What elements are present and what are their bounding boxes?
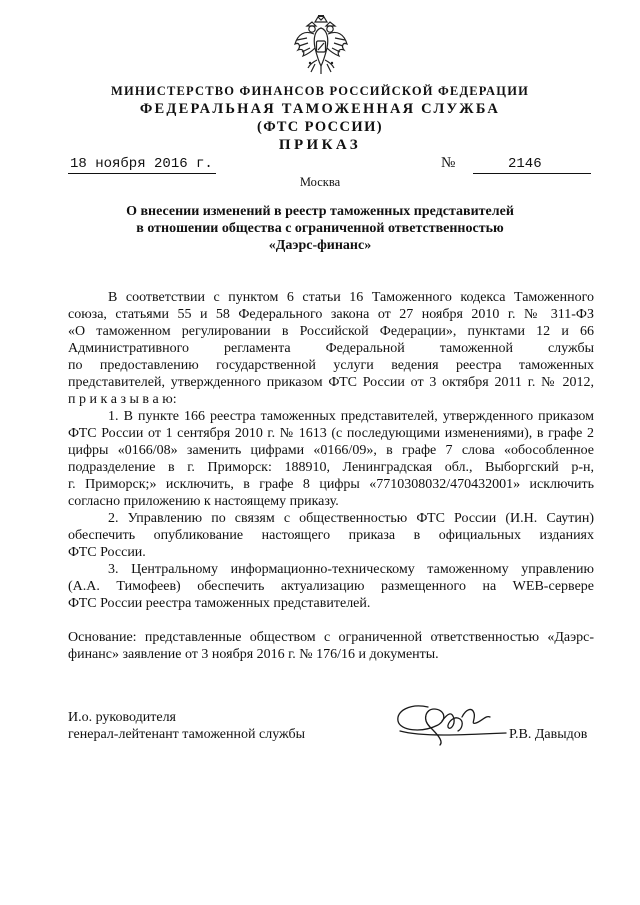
- body-line: г. Приморск;» исключить, в графе 8 цифры «7710308032/470432001» исключить: [68, 477, 594, 492]
- body-line: ФТС России реестра таможенных представителей.: [68, 596, 371, 611]
- ministry-name: МИНИСТЕРСТВО ФИНАНСОВ РОССИЙСКОЙ ФЕДЕРАЦИИ: [110, 84, 530, 98]
- body-line: обеспечить опубликование настоящего приказа в официальных изданиях: [68, 528, 594, 543]
- body-line: ФТС России от 1 сентября 2010 г. № 1613 (с последующими изменениями), в графе 2: [68, 426, 594, 441]
- body-line: 1. В пункте 166 реестра таможенных представителей, утвержденного приказом: [108, 409, 594, 424]
- body-line: «О таможенном регулировании в Российской Федерации», пунктами 12 и 66: [68, 324, 594, 339]
- basis-line: финанс» заявление от 3 ноября 2016 г. № 176/16 и документы.: [68, 647, 439, 662]
- signatory-rank: генерал-лейтенант таможенной службы: [68, 727, 306, 742]
- basis-line: Основание: представленные обществом с ограниченной ответственностью «Даэрс-: [68, 630, 594, 645]
- order-directive: п р и к а з ы в а ю:: [68, 392, 177, 407]
- order-number-label: №: [441, 155, 456, 171]
- body-line: 2. Управлению по связям с общественностью ФТС России (И.Н. Саутин): [108, 511, 594, 526]
- signatory-name: Р.В. Давыдов: [509, 727, 588, 742]
- body-line: Административного регламента Федеральной таможенной службы: [68, 341, 594, 356]
- service-abbreviation: (ФТС РОССИИ): [256, 119, 384, 135]
- number-underline: [473, 173, 591, 174]
- document-title-line: О внесении изменений в реестр таможенных представителей: [126, 204, 514, 219]
- service-name: ФЕДЕРАЛЬНАЯ ТАМОЖЕННАЯ СЛУЖБА: [139, 101, 501, 117]
- body-line: В соответствии с пунктом 6 статьи 16 Таможенного кодекса Таможенного: [108, 290, 594, 305]
- document-type: ПРИКАЗ: [278, 137, 362, 153]
- body-line: по предоставлению государственной услуги ведения реестра таможенных: [68, 358, 594, 373]
- city: Москва: [299, 175, 341, 189]
- body-line: цифры «0166/08» заменить цифрами «0166/09», в графе 7 слова «обособленное: [68, 443, 594, 458]
- body-line: (А.А. Тимофеев) обеспечить актуализацию размещенного на WEB-сервере: [68, 579, 594, 594]
- handwritten-signature-icon: [392, 697, 508, 749]
- body-line: представителей, утвержденного приказом ФТС России от 3 октября 2011 г. № 2012,: [68, 375, 594, 390]
- body-line: ФТС России.: [68, 545, 146, 560]
- signatory-position: И.о. руководителя: [68, 710, 177, 725]
- russian-coat-of-arms-icon: [293, 14, 349, 76]
- body-line: 3. Центральному информационно-техническому таможенному управлению: [108, 562, 594, 577]
- body-line: союза, статьями 55 и 58 Федерального закона от 27 ноября 2010 г. № 311-ФЗ: [68, 307, 594, 322]
- body-line: согласно приложению к настоящему приказу.: [68, 494, 339, 509]
- body-line: подразделение в г. Приморск: 188910, Ленинградская обл., Выборгский р-н,: [68, 460, 594, 475]
- date-underline: [68, 173, 216, 174]
- order-date: 18 ноября 2016 г.: [70, 156, 213, 172]
- document-title-line: «Даэрс-финанс»: [268, 238, 372, 253]
- document-title-line: в отношении общества с ограниченной ответственностью: [136, 221, 504, 236]
- order-number: 2146: [508, 156, 542, 172]
